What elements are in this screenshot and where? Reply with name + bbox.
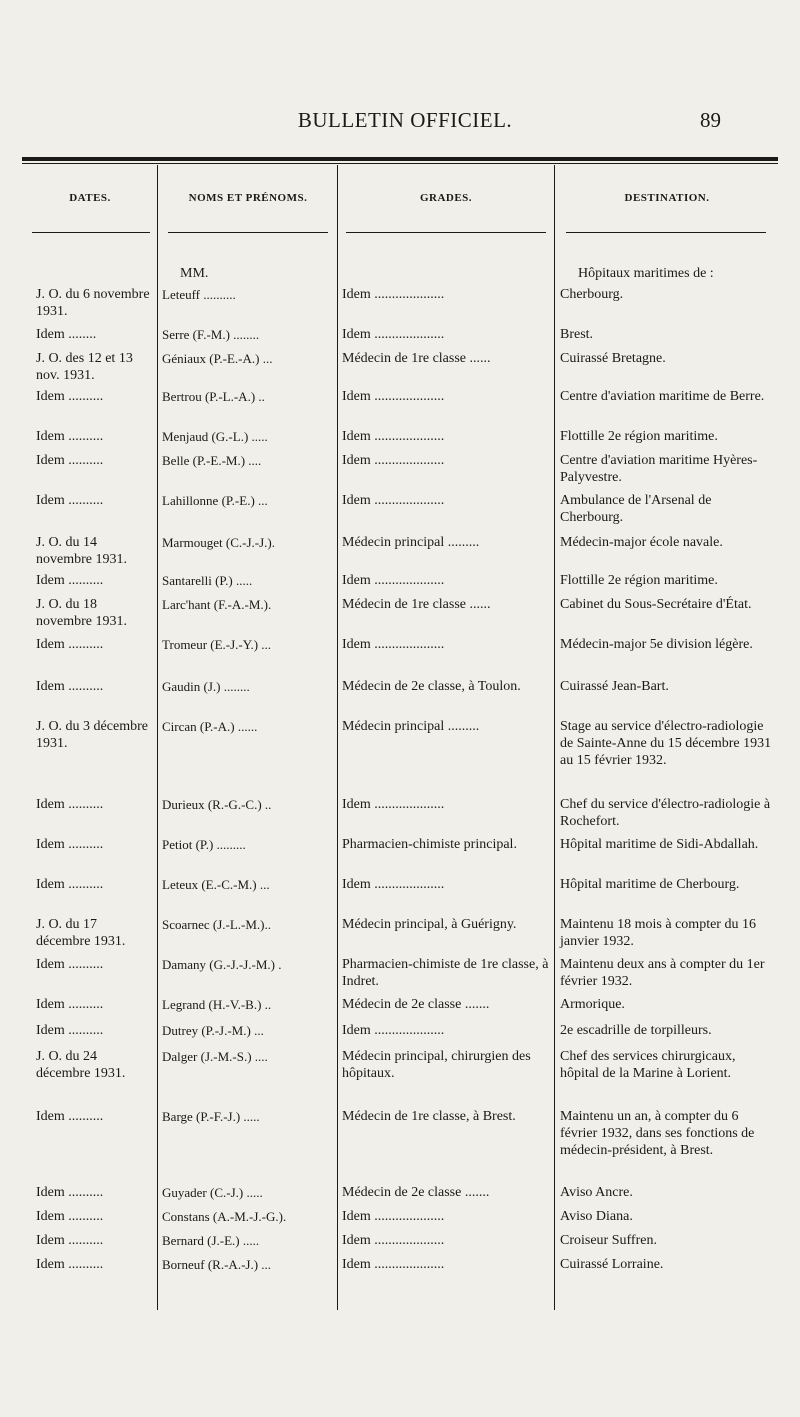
entry-destination: Stage au service d'électro-radiologie de Sainte-Anne du 15 décembre 1931 au 15 février 1932. — [560, 719, 772, 768]
entry-grade: Médecin de 1re classe, à Brest. — [342, 1109, 516, 1124]
entry-date: Idem .......... — [36, 493, 104, 508]
entry-grade: Idem .................... — [342, 1209, 445, 1224]
entry-destination: Chef du service d'électro-radiologie à Rochefort. — [560, 797, 771, 829]
entry-name: Leteux (E.-C.-M.) ... — [162, 877, 270, 892]
entry-grade: Idem .................... — [342, 1257, 445, 1272]
entry-name: Constans (A.-M.-J.-G.). — [162, 1209, 287, 1224]
entry-date: Idem .......... — [36, 877, 104, 892]
entry-name: Guyader (C.-J.) ..... — [162, 1185, 263, 1200]
entry-destination: Cuirassé Jean-Bart. — [560, 679, 669, 694]
entry-name: Scoarnec (J.-L.-M.).. — [162, 917, 272, 932]
entry-date: J. O. du 6 novembre 1931. — [36, 287, 150, 319]
entry-name: Borneuf (R.-A.-J.) ... — [162, 1257, 272, 1272]
entry-name: Dalger (J.-M.-S.) .... — [162, 1049, 268, 1064]
entry-name: Belle (P.-E.-M.) .... — [162, 453, 262, 468]
entry-date: Idem .......... — [36, 1209, 104, 1224]
destination-heading: Hôpitaux maritimes de : — [578, 266, 714, 281]
entry-destination: Aviso Ancre. — [560, 1185, 633, 1200]
page-header — [0, 108, 800, 138]
column-header-grades: GRADES. — [419, 192, 473, 204]
entry-date: J. O. du 17 décembre 1931. — [36, 917, 126, 949]
entry-name: Bernard (J.-E.) ..... — [162, 1233, 260, 1248]
entry-destination: Armorique. — [560, 997, 625, 1012]
entry-grade: Médecin de 1re classe ...... — [342, 351, 491, 366]
entry-destination: Centre d'aviation maritime Hyères-Palyvestre. — [560, 453, 758, 485]
entry-grade: Pharmacien-chimiste de 1re classe, à Indret. — [342, 957, 549, 989]
entry-name: Gaudin (J.) ........ — [162, 679, 250, 694]
entry-date: Idem .......... — [36, 389, 104, 404]
entry-grade: Idem .................... — [342, 1233, 445, 1248]
entry-destination: Flottille 2e région maritime. — [560, 429, 718, 444]
entry-name: Durieux (R.-G.-C.) .. — [162, 797, 272, 812]
entry-grade: Idem .................... — [342, 797, 445, 812]
header-rule — [346, 232, 546, 233]
entry-date: Idem .......... — [36, 429, 104, 444]
entry-grade: Médecin principal ......... — [342, 719, 480, 734]
entry-date: Idem .......... — [36, 837, 104, 852]
column-header-names: NOMS ET PRÉNOMS. — [188, 192, 308, 204]
mm-label: MM. — [180, 266, 209, 281]
column-divider — [337, 165, 338, 1310]
entry-destination: Médecin-major école navale. — [560, 535, 723, 550]
entry-date: J. O. du 24 décembre 1931. — [36, 1049, 126, 1081]
entry-destination: Maintenu 18 mois à compter du 16 janvier 1932. — [560, 917, 756, 949]
column-divider — [157, 165, 158, 1310]
entry-name: Barge (P.-F.-J.) ..... — [162, 1109, 260, 1124]
running-title: BULLETIN OFFICIEL. — [297, 108, 513, 132]
entry-date: Idem .......... — [36, 1109, 104, 1124]
table-top-rule — [22, 157, 778, 161]
entry-date: Idem .......... — [36, 679, 104, 694]
entry-destination: Maintenu un an, à compter du 6 février 1932, dans ses fonctions de médecin-président, à Brest. — [560, 1109, 755, 1158]
header-rule — [32, 232, 150, 233]
entry-name: Damany (G.-J.-J.-M.) . — [162, 957, 282, 972]
table-top-rule-thin — [22, 163, 778, 164]
entry-date: Idem ........ — [36, 327, 97, 342]
header-rule — [566, 232, 766, 233]
entry-name: Bertrou (P.-L.-A.) .. — [162, 389, 265, 404]
entry-destination: Cherbourg. — [560, 287, 624, 302]
entry-name: Menjaud (G.-L.) ..... — [162, 429, 268, 444]
entry-name: Tromeur (E.-J.-Y.) ... — [162, 637, 272, 652]
entry-grade: Idem .................... — [342, 327, 445, 342]
entry-name: Larc'hant (F.-A.-M.). — [162, 597, 272, 612]
entry-name: Petiot (P.) ......... — [162, 837, 246, 852]
entry-date: Idem .......... — [36, 453, 104, 468]
entry-grade: Idem .................... — [342, 429, 445, 444]
entry-destination: Aviso Diana. — [560, 1209, 633, 1224]
entry-destination: Cuirassé Bretagne. — [560, 351, 666, 366]
entry-date: Idem .......... — [36, 957, 104, 972]
entry-grade: Médecin principal, chirurgien des hôpitaux. — [342, 1049, 531, 1081]
entry-destination: Maintenu deux ans à compter du 1er février 1932. — [560, 957, 765, 989]
entry-destination: Cuirassé Lorraine. — [560, 1257, 664, 1272]
entry-date: J. O. du 14 novembre 1931. — [36, 535, 127, 567]
entry-destination: Ambulance de l'Arsenal de Cherbourg. — [560, 493, 712, 525]
entry-date: Idem .......... — [36, 997, 104, 1012]
header-rule — [168, 232, 328, 233]
entry-date: Idem .......... — [36, 1023, 104, 1038]
column-divider — [554, 165, 555, 1310]
entry-grade: Idem .................... — [342, 1023, 445, 1038]
entry-date: J. O. du 18 novembre 1931. — [36, 597, 127, 629]
entry-destination: Flottille 2e région maritime. — [560, 573, 718, 588]
entry-name: Serre (F.-M.) ........ — [162, 327, 260, 342]
entry-date: Idem .......... — [36, 1185, 104, 1200]
entry-name: Circan (P.-A.) ...... — [162, 719, 258, 734]
column-header-dates: DATES. — [69, 192, 111, 204]
entry-date: Idem .......... — [36, 1257, 104, 1272]
entry-grade: Médecin principal, à Guérigny. — [342, 917, 517, 932]
entry-destination: Médecin-major 5e division légère. — [560, 637, 753, 652]
entry-destination: 2e escadrille de torpilleurs. — [560, 1023, 712, 1038]
entry-destination: Hôpital maritime de Sidi-Abdallah. — [560, 837, 759, 852]
entry-grade: Idem .................... — [342, 287, 445, 302]
entry-date: J. O. des 12 et 13 nov. 1931. — [36, 351, 133, 383]
column-header-destination: DESTINATION. — [624, 192, 710, 204]
entry-grade: Médecin de 2e classe, à Toulon. — [342, 679, 521, 694]
entry-grade: Idem .................... — [342, 877, 445, 892]
entry-grade: Pharmacien-chimiste principal. — [342, 837, 517, 852]
entry-grade: Médecin principal ......... — [342, 535, 480, 550]
entry-grade: Idem .................... — [342, 493, 445, 508]
entry-date: Idem .......... — [36, 797, 104, 812]
entry-destination: Cabinet du Sous-Secrétaire d'État. — [560, 597, 752, 612]
entry-grade: Idem .................... — [342, 389, 445, 404]
page-number: 89 — [700, 108, 721, 132]
entry-destination: Hôpital maritime de Cherbourg. — [560, 877, 740, 892]
entry-name: Santarelli (P.) ..... — [162, 573, 253, 588]
entry-date: J. O. du 3 décembre 1931. — [36, 719, 148, 751]
entry-name: Legrand (H.-V.-B.) .. — [162, 997, 272, 1012]
entry-date: Idem .......... — [36, 573, 104, 588]
entry-grade: Médecin de 2e classe ....... — [342, 1185, 490, 1200]
entry-destination: Brest. — [560, 327, 594, 342]
entry-name: Lahillonne (P.-E.) ... — [162, 493, 268, 508]
entry-name: Dutrey (P.-J.-M.) ... — [162, 1023, 264, 1038]
entry-name: Leteuff .......... — [162, 287, 236, 302]
entry-destination: Centre d'aviation maritime de Berre. — [560, 389, 765, 404]
entry-date: Idem .......... — [36, 1233, 104, 1248]
entry-destination: Chef des services chirurgicaux, hôpital de la Marine à Lorient. — [560, 1049, 736, 1081]
entry-grade: Médecin de 1re classe ...... — [342, 597, 491, 612]
entry-name: Géniaux (P.-E.-A.) ... — [162, 351, 273, 366]
entry-date: Idem .......... — [36, 637, 104, 652]
entry-grade: Médecin de 2e classe ....... — [342, 997, 490, 1012]
entry-grade: Idem .................... — [342, 453, 445, 468]
entry-destination: Croiseur Suffren. — [560, 1233, 657, 1248]
entry-grade: Idem .................... — [342, 573, 445, 588]
entry-name: Marmouget (C.-J.-J.). — [162, 535, 276, 550]
entry-grade: Idem .................... — [342, 637, 445, 652]
